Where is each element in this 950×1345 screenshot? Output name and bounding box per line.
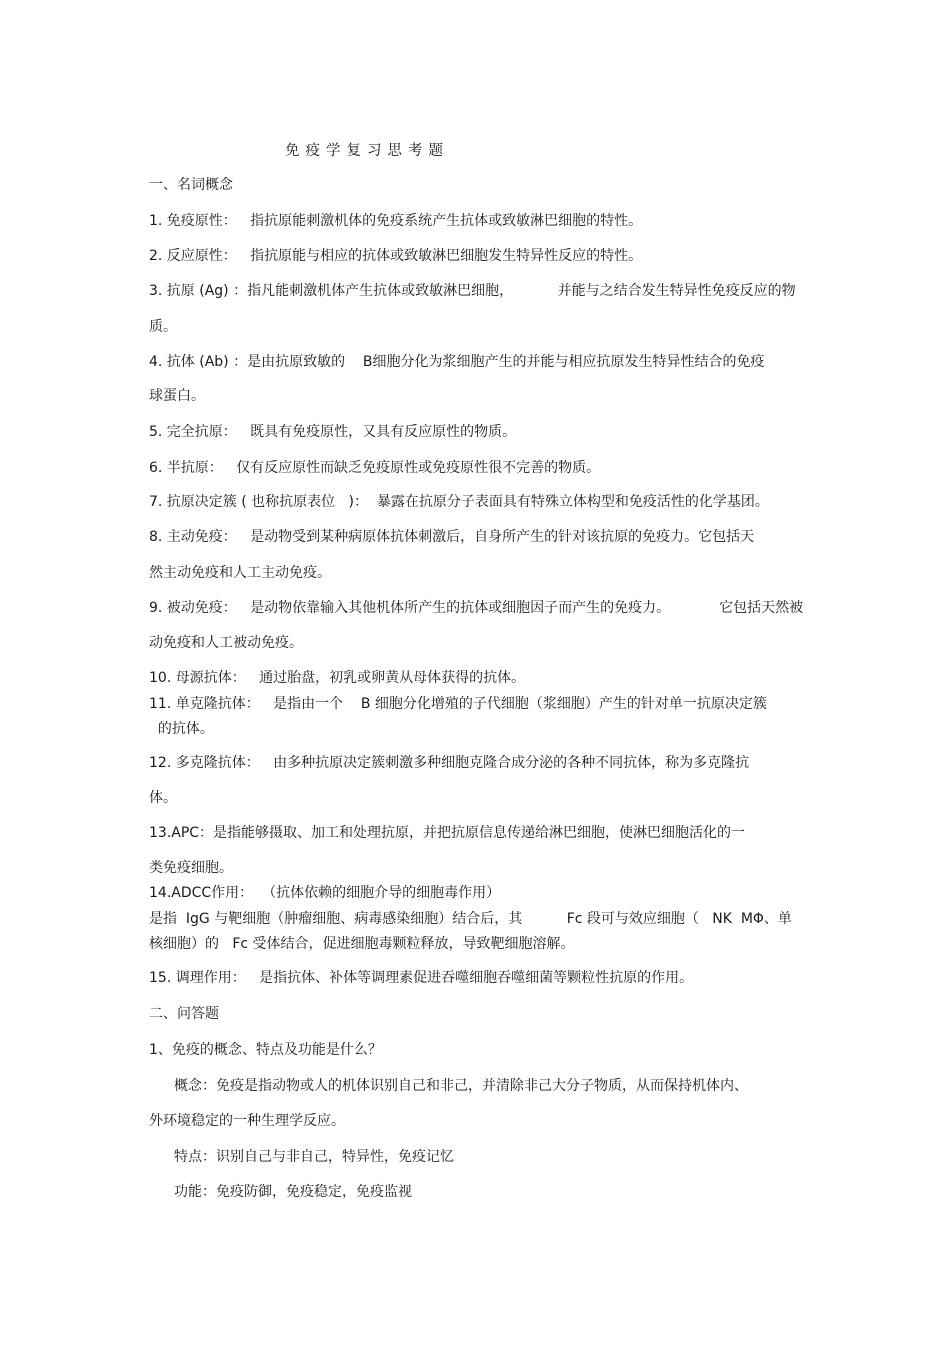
text-line: 3. 抗原 (Ag) ：指凡能刺激机体产生抗体或致敏淋巴细胞， 并能与之结合发生特异性免疫反应的物 [149,283,796,299]
text-line: 5. 完全抗原： 既具有免疫原性，又具有反应原性的物质。 [149,424,517,440]
section-heading-questions: 二、问答题 [149,1006,219,1022]
text-line: 动免疫和人工被动免疫。 [149,635,303,651]
answer-line: 概念：免疫是指动物或人的机体识别自己和非己，并清除非己大分子物质，从而保持机体内、 [174,1078,748,1094]
text-line: 体。 [149,790,177,806]
text-line: 8. 主动免疫： 是动物受到某种病原体抗体刺激后，自身所产生的针对该抗原的免疫力。它包括天 [149,529,755,545]
text-line: 2. 反应原性： 指抗原能与相应的抗体或致敏淋巴细胞发生特异性反应的特性。 [149,248,643,264]
text-line: 7. 抗原决定簇 ( 也称抗原表位 )： 暴露在抗原分子表面具有特殊立体构型和免疫活性的化学基团。 [149,494,769,510]
text-line: 6. 半抗原： 仅有反应原性而缺乏免疫原性或免疫原性很不完善的物质。 [149,460,601,476]
text-line: 的抗体。 [149,721,214,737]
answer-line: 功能：免疫防御，免疫稳定，免疫监视 [174,1184,412,1200]
text-line: 是指 IgG 与靶细胞（肿瘤细胞、病毒感染细胞）结合后，其 Fc 段可与效应细胞（ NK MΦ、单 [149,911,792,927]
text-line: 然主动免疫和人工主动免疫。 [149,565,331,581]
text-line: 11. 单克隆抗体： 是指由一个 B 细胞分化增殖的子代细胞（浆细胞）产生的针对单一抗原决定簇 [149,696,767,712]
text-line: 12. 多克隆抗体： 由多种抗原决定簇刺激多种细胞克隆合成分泌的各种不同抗体，称为多克隆抗 [149,755,750,771]
question-line: 1、免疫的概念、特点及功能是什么？ [149,1042,382,1058]
text-line: 4. 抗体 (Ab) ：是由抗原致敏的 B细胞分化为浆细胞产生的并能与相应抗原发生特异性结合的免疫 [149,354,765,370]
text-line: 质。 [149,319,177,335]
text-line: 15. 调理作用： 是指抗体、补体等调理素促进吞噬细胞吞噬细菌等颗粒性抗原的作用。 [149,970,694,986]
text-line: 13.APC：是指能够摄取、加工和处理抗原，并把抗原信息传递给淋巴细胞，使淋巴细胞活化的一 [149,825,746,841]
section-heading-definitions: 一、名词概念 [149,177,233,193]
text-line: 9. 被动免疫： 是动物依靠输入其他机体所产生的抗体或细胞因子而产生的免疫力。 它包括天然被 [149,600,804,616]
answer-line: 特点：识别自己与非自己，特异性，免疫记忆 [174,1149,454,1165]
text-line: 1. 免疫原性： 指抗原能刺激机体的免疫系统产生抗体或致敏淋巴细胞的特性。 [149,213,643,229]
text-line: 核细胞）的 Fc 受体结合，促进细胞毒颗粒释放，导致靶细胞溶解。 [149,936,575,952]
answer-line: 外环境稳定的一种生理学反应。 [149,1113,345,1129]
text-line: 14.ADCC作用： （抗体依赖的细胞介导的细胞毒作用） [149,885,501,901]
page-title: 免疫学复习思考题 [285,143,449,159]
text-line: 类免疫细胞。 [149,860,233,876]
text-line: 球蛋白。 [149,388,205,404]
text-line: 10. 母源抗体： 通过胎盘，初乳或卵黄从母体获得的抗体。 [149,670,526,686]
